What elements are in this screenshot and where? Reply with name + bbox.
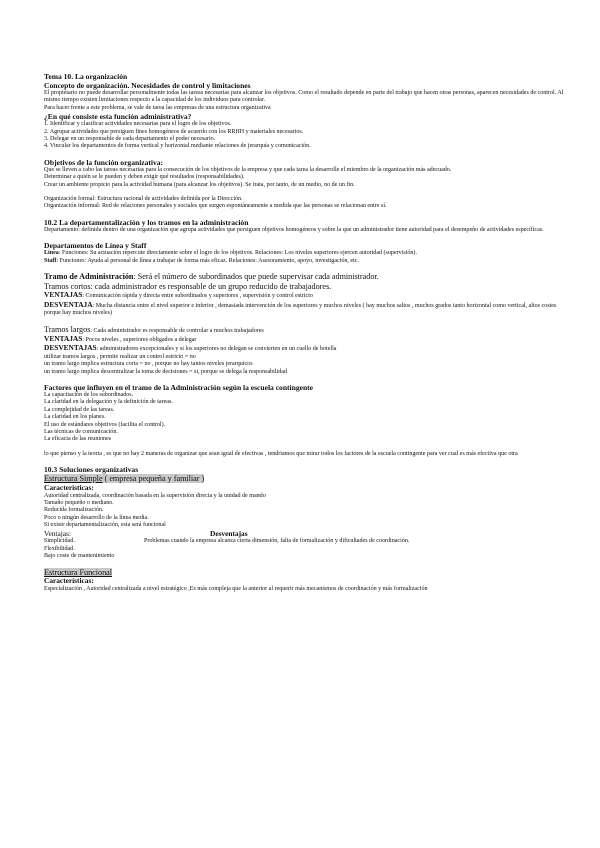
span-label: Tramo de Administración <box>44 272 134 282</box>
list-item: 3. Delegar en un responsable de cada departamento el poder necesario. <box>44 136 216 143</box>
disadvantages-label: Desventajas <box>210 528 248 538</box>
characteristics-label: Características: <box>44 576 94 586</box>
disadvantage-item: Problemas cuando la empresa alcanza cierta dimensión, falta de formalización y dificultades de coordinación. <box>144 538 410 545</box>
list-item: Las técnicas de comunicación. <box>44 428 118 435</box>
paragraph: Organización formal: Estructura racional de actividades definida por la Dirección. <box>44 196 243 203</box>
list-item: La capacitación de los subordinados. <box>44 391 134 398</box>
note-line: utilizar tramos largos , permite realizar un control estricto = no <box>44 353 196 360</box>
note-line: un tramo largo implica estructura corta = no , porque no hay tantos niveles jerarquicos <box>44 361 253 368</box>
line-staff-heading: Departamentos de Línea y Staff <box>44 241 147 251</box>
list-item: 2. Agrupar actividades que persiguen fines homogéneos de acuerdo con los RRHH y materiales necesarios. <box>44 128 304 135</box>
list-item: La claridad en la delegación y la definición de tareas. <box>44 399 173 406</box>
advantages-line: VENTAJAS: Pocos niveles , superiores obligados a delegar <box>44 333 197 343</box>
staff-label: Staff <box>44 257 57 264</box>
long-spans: Tramos largos: Cada administrador es responsable de controlar a muchos trabajadores <box>44 324 264 334</box>
advantage-item: Flexibilidad. <box>44 545 75 552</box>
staff-definition: Staff: Funciones: Ayuda al personal de línea a trabajar de forma más eficaz. Relaciones: Asesoramiento, apoyo, investigación, etc. <box>44 257 359 264</box>
line-label: Línea <box>44 250 59 257</box>
list-item: El uso de estándares objetivos (facilita el control). <box>44 421 166 428</box>
list-item: Tamaño pequeño o mediano. <box>44 499 114 506</box>
disadvantages-line: DESVENTAJAS: administradores excepcionales y si los superiores no delegan se convierten en un cuello de botella <box>44 343 337 353</box>
paragraph: Que se lleven a cabo las tareas necesarias para la consecución de los objetivos de la empresa y que cada tarea la desarrolle el miembro de la organización más adecuado. <box>44 166 452 173</box>
document-page <box>44 72 564 593</box>
list-item: La eficacia de las reuniones <box>44 436 112 443</box>
paragraph: lo que pienso y la teoria , es que no hay 2 maneras de organizar que sean igual de efectivas , tendriamos que mirar todos los factores de la escuela contingente para ver cual es más efectiva que otra <box>44 450 518 457</box>
list-item: Reducida formalización. <box>44 507 104 514</box>
simple-structure-heading: Estructura Simple ( empresa pequeña y familiar ) <box>44 474 205 484</box>
factors-heading: Factores que influyen en el tramo de la Administración según la escuela contingente <box>44 382 314 392</box>
advantage-item: Bajo coste de mantenimiento <box>44 553 115 560</box>
paragraph: Especialización , Autoridad centralizada a nivel estratégico ,Es más compleja que la anterior al requerir más mecanismos de coordinación y más formalización <box>44 586 428 593</box>
disadvantages-line: DESVENTAJA: Mucha distancia entre el nivel superior e inferior , demasiada intervención de los superiores y muchos niveles ( hay muchos saltos , muchos grados tanto horizontal como vertical, altos costes porque hay muchos niveles) <box>44 299 557 317</box>
list-item: La claridad en los planes. <box>44 414 106 421</box>
note-line: un tramo largo implica descentralizar la toma de decisiones = si, porque se delega la responsabilidad <box>44 368 287 375</box>
list-item: La complejidad de las tareas. <box>44 406 115 413</box>
paragraph: Determinar a quién se le pueden y deben exigir qué resultados (responsabilidades). <box>44 174 245 181</box>
advantage-item: Simplicidad. <box>44 538 75 545</box>
paragraph: Crear un ambiente propicio para la actividad humana (para alcanzar los objetivos). Se trata, por tanto, de un medio, no de un fin. <box>44 181 355 188</box>
section-title: Tema 10. La organización <box>44 72 128 81</box>
objectives-heading: Objetivos de la función organizativa: <box>44 157 164 167</box>
paragraph: Organización informal: Red de relaciones personales y sociales que surgen espontáneamente a medida que las personas se relacionan entre sí. <box>44 203 387 210</box>
functional-structure-heading: Estructura Funcional <box>44 567 113 577</box>
question-heading: ¿En qué consiste esta función administrativa? <box>44 112 192 122</box>
section-subtitle: Concepto de organización. Necesidades de control y limitaciones <box>44 81 251 90</box>
list-item: 1. Identificar y clasificar actividades necesarias para el logro de los objetivos. <box>44 121 232 128</box>
section-title: 10.3 Soluciones organizativas <box>44 465 139 475</box>
span-definition: Tramo de Administración: Será el número de subordinados que puede supervisar cada administrador. <box>44 272 379 282</box>
advantages-line: VENTAJAS: Comunicación rápida y directa entre subordinados y superiores , supervisión y control estricto <box>44 290 313 300</box>
line-definition: Línea: Funciones: Su actuación repercute directamente sobre el logro de los objetivos. Relaciones: Los niveles superiores ejercen autoridad (supervisión). <box>44 250 417 257</box>
short-spans: Tramos cortos: cada administrador es responsable de un grupo reducido de trabajadores. <box>44 281 332 291</box>
list-item: Autoridad centralizada, coordinación basada en la supervisión directa y la unidad de mando <box>44 492 266 499</box>
advantages-label: Ventajas: <box>44 528 71 538</box>
pros-cons-row <box>44 538 564 545</box>
list-item: 4. Vincular los departamentos de forma vertical y horizontal mediante relaciones de jerarquía y comunicación. <box>44 143 311 150</box>
paragraph: Para hacer frente a este problema, se vale de tarea las empresas de una estructura organizativa <box>44 104 271 111</box>
paragraph: El propietario no puede desarrollar personalmente todas las tareas necesarias para alcanzar los objetivos. Como el resultado depende en parte del trabajo que hacen otras personas, aparecen necesidades de control. Al mismo tiempo existen limitaciones respecto a la capacidad de los individuos para controlar. <box>44 90 564 104</box>
list-item: Si existe departamentalización, esta será funcional <box>44 522 166 529</box>
characteristics-label: Características: <box>44 482 94 492</box>
paragraph: Departamento: definida dentro de una organización que agrupa actividades que persiguen objetivos homogéneos y sobre la que un administrador tiene autoridad para el desempeño de actividades específicas. <box>44 226 544 233</box>
list-item: Poco o ningún desarrollo de la línea media. <box>44 514 149 521</box>
section-title: 10.2 La departamentalización y los tramos en la administración <box>44 217 249 227</box>
